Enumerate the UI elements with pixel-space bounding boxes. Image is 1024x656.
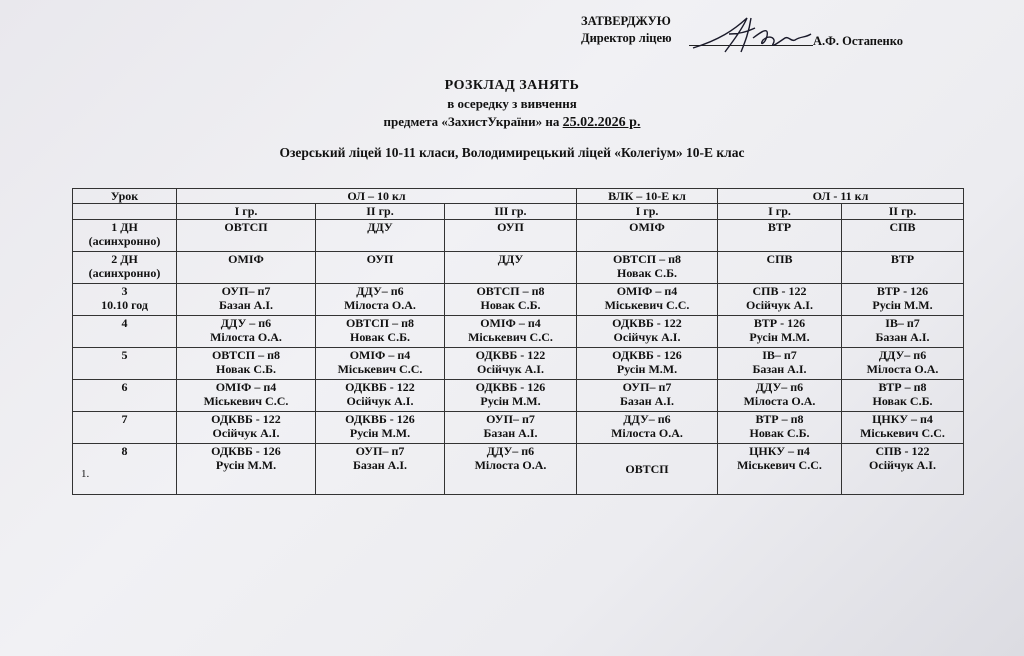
lesson-cell	[73, 411, 177, 443]
table-row	[73, 251, 964, 283]
teacher-text: Осійчук А.І.	[613, 330, 681, 345]
teacher-text: Мілоста О.А.	[611, 426, 683, 441]
teacher-text: Осійчук А.І.	[869, 458, 936, 473]
subject-text: ОМІФ – п4	[616, 283, 678, 298]
teacher-text: Русін М.М.	[349, 426, 411, 441]
subgroup-header: І гр.	[718, 204, 842, 219]
subject-text: ОУП	[497, 219, 524, 234]
teacher-text: Базан А.І.	[752, 362, 807, 377]
subject-text: ЦНКУ – п4	[872, 411, 933, 426]
subject-text: ІВ– п7	[762, 347, 797, 362]
subject-text: ДДУ– п6	[755, 379, 804, 394]
schedule-cell	[718, 315, 842, 347]
subject-text: ОУП– п7	[486, 411, 535, 426]
schedule-cell	[177, 219, 316, 251]
subject-text: ОДКВБ - 126	[475, 379, 546, 394]
subject-text: ОВТСП – п8	[345, 315, 415, 330]
teacher-text: Новак С.Б.	[749, 426, 810, 441]
subject-text: ОДКВБ - 122	[345, 379, 415, 394]
teacher-text: Міськевич С.С.	[737, 458, 822, 473]
lesson-cell	[73, 219, 177, 251]
subject-text: СПВ	[889, 219, 916, 234]
schedule-cell	[445, 283, 577, 315]
schedule-cell	[718, 283, 842, 315]
subject-text: ОВТСП – п8	[211, 347, 281, 362]
subgroup-header: ІІІ гр.	[445, 204, 577, 219]
teacher-text: Міськевич С.С.	[203, 394, 289, 409]
schedule-cell	[316, 379, 445, 411]
teacher-text: Базан А.І.	[619, 394, 674, 409]
schedule-cell	[577, 443, 718, 494]
schedule-cell	[718, 251, 842, 283]
schedule-cell	[577, 219, 718, 251]
lesson-label: (асинхронно)	[88, 266, 161, 281]
subject-text: ОУП– п7	[622, 379, 672, 394]
subject-text: ОМІФ	[629, 219, 665, 234]
lesson-cell	[73, 379, 177, 411]
teacher-text: Мілоста О.А.	[210, 330, 282, 345]
schedule-cell	[177, 283, 316, 315]
subject-text: ДДУ– п6	[878, 347, 927, 362]
subject-text: ДДУ– п6	[486, 443, 535, 458]
schedule-cell	[842, 347, 964, 379]
table-row	[73, 443, 964, 494]
subject-text: ДДУ– п6	[356, 283, 404, 298]
lesson-label: 5	[121, 347, 128, 362]
teacher-text: Русін М.М.	[215, 458, 277, 473]
lesson-cell	[73, 347, 177, 379]
schedule-cell	[842, 251, 964, 283]
teacher-text: Осійчук А.І.	[346, 394, 414, 409]
teacher-text: Базан А.І.	[875, 330, 930, 345]
subject-text: СПВ - 122	[875, 443, 930, 458]
teacher-text: Базан А.І.	[483, 426, 538, 441]
lesson-label: 6	[121, 379, 128, 394]
lesson-label: 1 ДН	[111, 219, 138, 234]
schedule-cell	[177, 379, 316, 411]
schedule-cell	[718, 411, 842, 443]
teacher-text: Міськевич С.С.	[860, 426, 945, 441]
schedule-cell	[842, 443, 964, 494]
header-row-subgroups	[73, 204, 964, 219]
subtitle-line-2: предмета «ЗахистУкраїни» на 25.02.2026 р.	[383, 114, 641, 130]
teacher-text: Базан А.І.	[352, 458, 407, 473]
teacher-text: Осійчук А.І.	[746, 298, 813, 313]
subject-text: ВТР	[890, 251, 915, 266]
lesson-cell	[73, 443, 177, 494]
schedule-cell	[577, 251, 718, 283]
lesson-label: 7	[121, 411, 128, 426]
teacher-text: Новак С.Б.	[616, 266, 678, 281]
schedule-cell	[718, 443, 842, 494]
teacher-text: Мілоста О.А.	[344, 298, 416, 313]
table-row	[73, 347, 964, 379]
subject-text: ДДУ – п6	[220, 315, 272, 330]
schedule-cell	[577, 315, 718, 347]
group-ol10: ОЛ – 10 кл	[177, 189, 577, 204]
teacher-text: Новак С.Б.	[872, 394, 933, 409]
signature-icon	[689, 12, 819, 56]
schedule-cell	[316, 251, 445, 283]
director-name: А.Ф. Остапенко	[813, 34, 904, 48]
director-label: Директор ліцею	[581, 31, 672, 45]
schedule-cell	[445, 411, 577, 443]
subject-text: ВТР - 126	[876, 283, 929, 298]
schedule-cell	[445, 251, 577, 283]
schedule-cell	[177, 411, 316, 443]
subject-text: ОДКВБ - 126	[211, 443, 281, 458]
document-title: РОЗКЛАД ЗАНЯТЬ	[444, 78, 580, 93]
schedule-cell	[177, 443, 316, 494]
subject-text: ВТР – п8	[878, 379, 927, 394]
header-row-groups	[73, 189, 964, 204]
schedule-cell	[577, 411, 718, 443]
subject-text: ДДУ– п6	[623, 411, 671, 426]
teacher-text: Осійчук А.І.	[212, 426, 280, 441]
subject-text: ОУП– п7	[221, 283, 271, 298]
lesson-cell	[73, 251, 177, 283]
subject-text: ВТР - 126	[753, 315, 806, 330]
group-vlk10: ВЛК – 10-Е кл	[577, 189, 718, 204]
schedule-cell	[316, 411, 445, 443]
teacher-text: Новак С.Б.	[215, 362, 277, 377]
schools-line: Озерський ліцей 10-11 класи, Володимирецький ліцей «Колегіум» 10-Е клас	[279, 145, 745, 160]
schedule-cell	[842, 283, 964, 315]
schedule-cell	[316, 443, 445, 494]
schedule-cell	[718, 219, 842, 251]
schedule-cell	[316, 283, 445, 315]
schedule-cell	[316, 219, 445, 251]
subject-text: СПВ - 122	[752, 283, 807, 298]
schedule-cell	[842, 315, 964, 347]
schedule-cell	[445, 219, 577, 251]
schedule-cell	[718, 347, 842, 379]
lesson-label: 4	[121, 315, 128, 330]
table-row	[73, 219, 964, 251]
schedule-table	[72, 188, 964, 495]
schedule-cell	[842, 219, 964, 251]
subject-text: ОМІФ – п4	[215, 379, 277, 394]
schedule-cell	[577, 283, 718, 315]
lesson-label: 3	[121, 283, 128, 298]
schedule-cell	[316, 315, 445, 347]
schedule-cell	[718, 379, 842, 411]
subject-text: ВТР – п8	[755, 411, 804, 426]
table-row	[73, 315, 964, 347]
teacher-text: Русін М.М.	[480, 394, 541, 409]
teacher-text: Мілоста О.А.	[743, 394, 816, 409]
teacher-text: Новак С.Б.	[349, 330, 411, 345]
subject-text: ОДКВБ - 126	[345, 411, 415, 426]
schedule-cell	[177, 315, 316, 347]
subject-text: ОДКВБ - 122	[612, 315, 682, 330]
subject-text: ІВ– п7	[885, 315, 920, 330]
teacher-text: Базан А.І.	[218, 298, 273, 313]
schedule-cell	[842, 379, 964, 411]
subgroup-header: ІІ гр.	[842, 204, 964, 219]
subject-text: ОМІФ – п4	[349, 347, 411, 362]
footnote-number: 1.	[81, 468, 90, 481]
subgroup-header: І гр.	[577, 204, 718, 219]
lesson-header: Урок	[73, 189, 177, 204]
schedule-cell	[445, 347, 577, 379]
group-ol11: ОЛ - 11 кл	[718, 189, 964, 204]
lesson-label: 10.10 год	[101, 298, 148, 313]
lesson-cell	[73, 315, 177, 347]
subject-text: ОВТСП – п8	[476, 283, 545, 298]
teacher-text: Русін М.М.	[872, 298, 933, 313]
subtitle-line-1: в осередку з вивчення	[447, 96, 577, 111]
approval-label: ЗАТВЕРДЖУЮ	[581, 14, 671, 28]
approval-block	[581, 12, 1001, 62]
subject-text: ОВТСП	[625, 461, 669, 476]
table-row	[73, 411, 964, 443]
schedule-cell	[577, 347, 718, 379]
subject-text: ВТР	[767, 219, 792, 234]
subject-text: СПВ	[766, 251, 793, 266]
teacher-text: Новак С.Б.	[480, 298, 541, 313]
subject-text: ДДУ	[367, 219, 393, 234]
table-row	[73, 379, 964, 411]
lesson-label: (асинхронно)	[88, 234, 161, 249]
subject-text: ОМІФ – п4	[480, 315, 541, 330]
table-row	[73, 283, 964, 315]
teacher-text: Осійчук А.І.	[477, 362, 544, 377]
subgroup-header: І гр.	[177, 204, 316, 219]
empty-cell	[73, 204, 177, 219]
subject-text: ОВТСП – п8	[612, 251, 682, 266]
subject-text: ОВТСП	[224, 219, 268, 234]
teacher-text: Русін М.М.	[749, 330, 810, 345]
schedule-cell	[177, 251, 316, 283]
lesson-cell	[73, 283, 177, 315]
teacher-text: Міськевич С.С.	[337, 362, 423, 377]
subject-text: ОДКВБ - 122	[211, 411, 281, 426]
teacher-text: Мілоста О.А.	[474, 458, 547, 473]
schedule-cell	[842, 411, 964, 443]
subject-text: ОУП	[366, 251, 394, 266]
schedule-cell	[445, 379, 577, 411]
subject-text: ОМІФ	[228, 251, 264, 266]
schedule-cell	[445, 443, 577, 494]
subgroup-header: ІІ гр.	[316, 204, 445, 219]
teacher-text: Міськевич С.С.	[604, 298, 690, 313]
schedule-cell	[577, 379, 718, 411]
lesson-label: 2 ДН	[111, 251, 138, 266]
subject-text: ДДУ	[497, 251, 524, 266]
teacher-text: Міськевич С.С.	[468, 330, 553, 345]
schedule-cell	[316, 347, 445, 379]
schedule-date: 25.02.2026 р.	[562, 115, 641, 130]
schedule-cell	[177, 347, 316, 379]
teacher-text: Мілоста О.А.	[866, 362, 939, 377]
subject-text: ОДКВБ - 122	[475, 347, 546, 362]
teacher-text: Русін М.М.	[616, 362, 678, 377]
lesson-label: 8	[121, 443, 128, 458]
subject-text: ЦНКУ – п4	[749, 443, 810, 458]
subject-text: ОДКВБ - 126	[612, 347, 682, 362]
schedule-cell	[445, 315, 577, 347]
subject-text: ОУП– п7	[355, 443, 405, 458]
